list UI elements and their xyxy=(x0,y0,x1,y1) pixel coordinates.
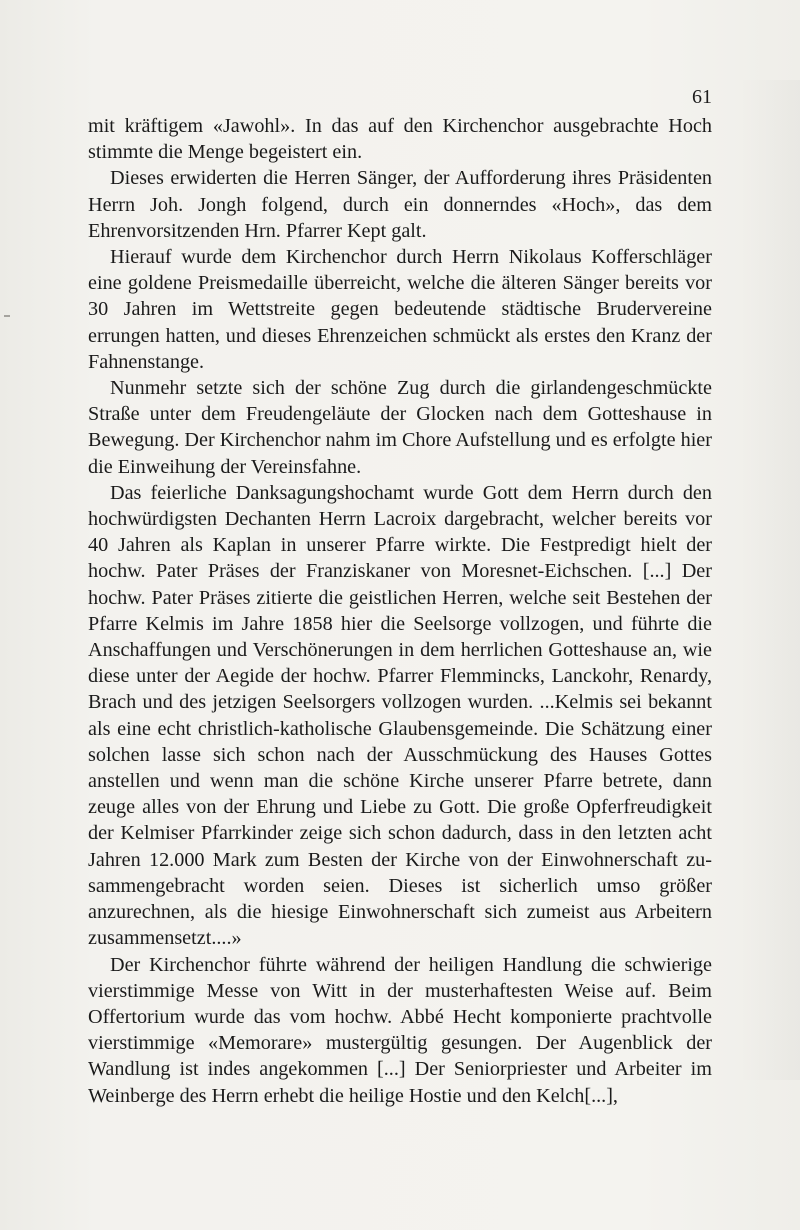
paragraph-messe: Der Kirchenchor führte während der heiligen Handlung die schwierige vierstimmige Messe von Witt in der musterhaftesten Weise auf. Beim Offertorium wurde das vom hochw. Abbé Hecht komponierte prachtvolle vierstimmige «Memorare» mustergültig gesungen. Der Augenblick der Wandlung ist indes angekommen [...] Der Seniorpriester und Arbeiter im Weinberge des Herrn erhebt die heilige Hostie und den Kelch[...], xyxy=(88,953,712,1107)
paragraph-hochamt: Das feierliche Danksagungshochamt wurde Gott dem Herrn durch den hochwürdigsten Dechanten Herrn Lacroix dargebracht, welcher bereits vor 40 Jahren als Kaplan in unserer Pfarre wirkte. Die Festpredigt hielt der hochw. Pater Präses der Franziskaner von Moresnet-Eichschen. [...] Der hochw. Pater Präses zitierte die geistlichen Herren, welche seit Bestehen der Pfarre Kelmis im Jahre 1858 hier die Seelsorge vollzogen, und führte die Anschaffungen und Verschönerungen in dem herrlichen Gotteshause an, wie diese unter der Aegide der hochw. Pfarrer Flemmincks, Lanckohr, Renardy, Brach und des jetzigen Seelsorgers vollzogen wurden. ...Kelmis sei bekannt als eine echt christlich-katholische Glaubensgemeinde. Die Schätzung einer solchen lasse sich schon nach der Ausschmückung des Hauses Gottes anstellen und wenn man die schöne Kirche unserer Pfarre betrete, dann zeuge alles von der Ehrung und Liebe zu Gott. Die große Opferfreudigkeit der Kelmiser Pfarrkinder zeige sich schon dadurch, dass in den letzten acht Jahren 12.000 Mark zum Besten der Kirche von der Einwohnerschaft zu-sammengebracht worden seien. Dieses ist sicherlich umso größer anzurechnen, als die hiesige Einwohnerschaft sich zumeist aus Arbeitern zusammensetzt....» xyxy=(88,481,712,950)
body-text xyxy=(88,113,712,1109)
paragraph-zug: Nunmehr setzte sich der schöne Zug durch die girlandengeschmückte Straße unter dem Freudengeläute der Glocken nach dem Gotteshause in Bewegung. Der Kirchenchor nahm im Chore Aufstellung und es erfolgte hier die Einweihung der Vereinsfahne. xyxy=(88,377,712,478)
paragraph-preismedaille: Hierauf wurde dem Kirchenchor durch Herrn Nikolaus Kofferschläger eine goldene Preismedaille überreicht, welche die älteren Sänger bereits vor 30 Jahren im Wettstreite gegen bedeutende städtische Brudervereine errungen hatten, und dieses Ehrenzeichen schmückt als erstes den Kranz der Fahnenstange. xyxy=(88,246,712,373)
page-number: 61 xyxy=(692,86,712,108)
paragraph-continuation: mit kräftigem «Jawohl». In das auf den Kirchenchor ausgebrachte Hoch stimmte die Menge begeistert ein. xyxy=(88,115,712,164)
margin-mark xyxy=(4,315,10,317)
show-through-shadow xyxy=(740,80,800,1080)
paragraph-hoch: Dieses erwiderten die Herren Sänger, der Aufforderung ihres Präsidenten Herrn Joh. Jongh folgend, durch ein donnerndes «Hoch», das dem Ehrenvorsitzenden Hrn. Pfarrer Kept galt. xyxy=(88,167,712,242)
